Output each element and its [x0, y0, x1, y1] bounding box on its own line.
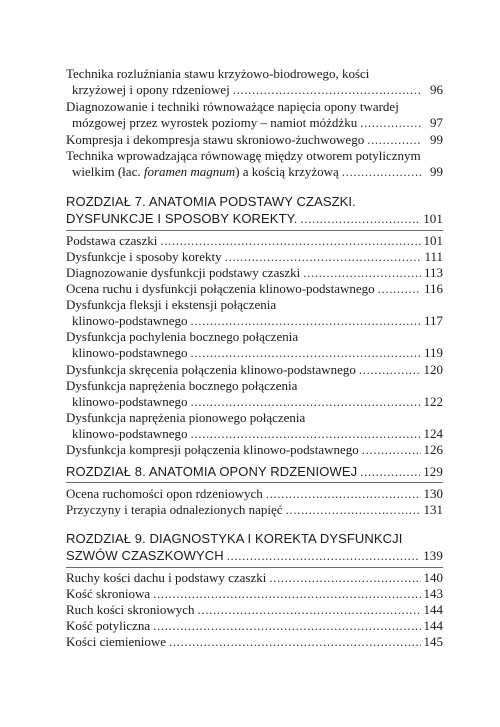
page-number: 117 — [423, 313, 443, 328]
leader-dots — [360, 115, 422, 131]
page-number: 144 — [423, 602, 443, 617]
leader-dots — [360, 463, 420, 480]
toc-entry[interactable] — [66, 362, 443, 378]
page-number: 126 — [423, 442, 443, 457]
entry-title-line: Ruchy kości dachu i podstawy czaszki — [66, 570, 267, 585]
entry-title-line: klinowo-podstawnego — [72, 313, 188, 328]
toc-entry[interactable] — [66, 265, 443, 281]
entry-title-line: Dysfunkcja naprężenia pionowego połączenia — [66, 410, 306, 425]
toc-entry[interactable] — [66, 329, 443, 361]
entry-title-line: Ocena ruchu i dysfunkcji połączenia klinowo-podstawnego — [66, 281, 375, 296]
entry-title-line: Diagnozowanie i techniki równoważące napięcia opony twardej — [66, 99, 399, 114]
leader-dots — [303, 265, 421, 281]
entry-title-line: Technika wprowadzająca równowagę między otworem potylicznym — [66, 148, 421, 163]
leader-dots — [169, 634, 421, 650]
chapter-heading[interactable] — [66, 193, 443, 227]
page-number: 144 — [423, 618, 443, 633]
leader-dots — [359, 362, 421, 378]
entry-title-line: Podstawa czaszki — [66, 233, 158, 248]
leader-dots — [153, 618, 420, 634]
page-number: 139 — [423, 548, 443, 563]
chapter-heading[interactable] — [66, 530, 443, 564]
chapter-title-line: SZWÓW CZASZKOWYCH — [66, 548, 224, 563]
toc-entry[interactable] — [66, 378, 443, 410]
leader-dots — [233, 82, 422, 98]
leader-dots — [269, 570, 420, 586]
toc-entry[interactable] — [66, 442, 443, 458]
leader-dots — [153, 586, 420, 602]
leader-dots — [367, 132, 422, 148]
leader-dots — [191, 426, 421, 442]
divider-rule — [66, 567, 443, 568]
leader-dots — [286, 502, 421, 518]
leader-dots — [378, 281, 421, 297]
toc-entry[interactable] — [66, 132, 443, 148]
toc-entry[interactable] — [66, 634, 443, 650]
leader-dots — [225, 249, 422, 265]
toc-entry[interactable] — [66, 249, 443, 265]
toc-entry[interactable] — [66, 148, 443, 180]
leader-dots — [160, 233, 420, 249]
toc-entry[interactable] — [66, 570, 443, 586]
entry-title-line: Ocena ruchomości opon rdzeniowych — [66, 486, 263, 501]
toc-entry[interactable] — [66, 233, 443, 249]
chapter-title-line: DYSFUNKCJE I SPOSOBY KOREKTY. — [66, 211, 298, 226]
entry-title-line: Ruch kości skroniowych — [66, 602, 195, 617]
page-number: 143 — [423, 586, 443, 601]
leader-dots — [266, 486, 421, 502]
divider-rule — [66, 482, 443, 483]
chapter-title-line: ROZDZIAŁ 7. ANATOMIA PODSTAWY CZASZKI. — [66, 194, 356, 209]
page-number: 113 — [423, 265, 443, 280]
entry-title-line: klinowo-podstawnego — [72, 345, 188, 360]
entry-title-line: Dysfunkcja pochylenia bocznego połączenia — [66, 329, 299, 344]
leader-dots — [362, 442, 421, 458]
entry-title-line: Przyczyny i terapia odnalezionych napięć — [66, 502, 283, 517]
toc-entry[interactable] — [66, 618, 443, 634]
divider-rule — [66, 230, 443, 231]
entry-latin-term: foramen magnum — [143, 164, 236, 179]
entry-title-line: mózgowej przez wyrostek poziomy – namiot móżdżku — [72, 115, 358, 130]
page-number: 96 — [430, 82, 443, 97]
toc-entry[interactable] — [66, 602, 443, 618]
leader-dots — [300, 210, 420, 227]
page-number: 130 — [423, 486, 443, 501]
leader-dots — [191, 345, 421, 361]
entry-title-line: klinowo-podstawnego — [72, 426, 188, 441]
toc-entry[interactable] — [66, 281, 443, 297]
entry-title-line: Dysfunkcja naprężenia bocznego połączenia — [66, 378, 298, 393]
entry-title-line: krzyżowej i opony rdzeniowej — [72, 82, 230, 97]
leader-dots — [227, 547, 421, 564]
entry-title-line — [72, 164, 339, 180]
entry-title-line: Dysfunkcja fleksji i ekstensji połączenia — [66, 297, 277, 312]
leader-dots — [191, 313, 421, 329]
entry-title-line: Diagnozowanie dysfunkcji podstawy czaszki — [66, 265, 301, 280]
entry-title-line: Kompresja i dekompresja stawu skroniowo-żuchwowego — [66, 132, 365, 147]
entry-title-line: Kość potyliczna — [66, 618, 151, 633]
leader-dots — [342, 164, 422, 180]
page-number: 119 — [423, 345, 443, 360]
page-number: 124 — [423, 426, 443, 441]
entry-title-line: Kości ciemieniowe — [66, 634, 166, 649]
page-number: 101 — [423, 233, 443, 248]
entry-title-line: Dysfunkcja kompresji połączenia klinowo-podstawnego — [66, 442, 359, 457]
entry-text: ) a kością krzyżową — [235, 164, 339, 179]
entry-title-line: Dysfunkcja skręcenia połączenia klinowo-podstawnego — [66, 362, 356, 377]
toc-entry[interactable] — [66, 99, 443, 131]
page-number: 120 — [423, 362, 443, 377]
chapter-title-line: ROZDZIAŁ 8. ANATOMIA OPONY RDZENIOWEJ — [66, 464, 358, 479]
page-number: 97 — [430, 115, 443, 130]
entry-title-line: klinowo-podstawnego — [72, 394, 188, 409]
toc-entry[interactable] — [66, 586, 443, 602]
chapter-heading[interactable] — [66, 463, 443, 480]
page-number: 122 — [423, 394, 443, 409]
page-number: 131 — [423, 502, 443, 517]
toc-entry[interactable] — [66, 410, 443, 442]
page-number: 99 — [430, 132, 443, 147]
page-number: 145 — [423, 634, 443, 649]
toc-entry[interactable] — [66, 66, 443, 98]
entry-title-line: Kość skroniowa — [66, 586, 151, 601]
entry-title-line: Technika rozluźniania stawu krzyżowo-biodrowego, kości — [66, 66, 370, 81]
toc-entry[interactable] — [66, 502, 443, 518]
toc-entry[interactable] — [66, 486, 443, 502]
page-number: 129 — [423, 464, 443, 479]
page-number: 99 — [430, 164, 443, 179]
entry-text: wielkim (łac. — [72, 164, 144, 179]
leader-dots — [198, 602, 421, 618]
entry-title-line: Dysfunkcje i sposoby korekty — [66, 249, 222, 264]
page-number: 101 — [423, 211, 443, 226]
leader-dots — [191, 394, 421, 410]
page-number: 111 — [424, 249, 443, 264]
toc-entry[interactable] — [66, 297, 443, 329]
page-number: 116 — [423, 281, 443, 296]
chapter-title-line: ROZDZIAŁ 9. DIAGNOSTYKA I KOREKTA DYSFUNKCJI — [66, 531, 403, 546]
page-number: 140 — [423, 570, 443, 585]
